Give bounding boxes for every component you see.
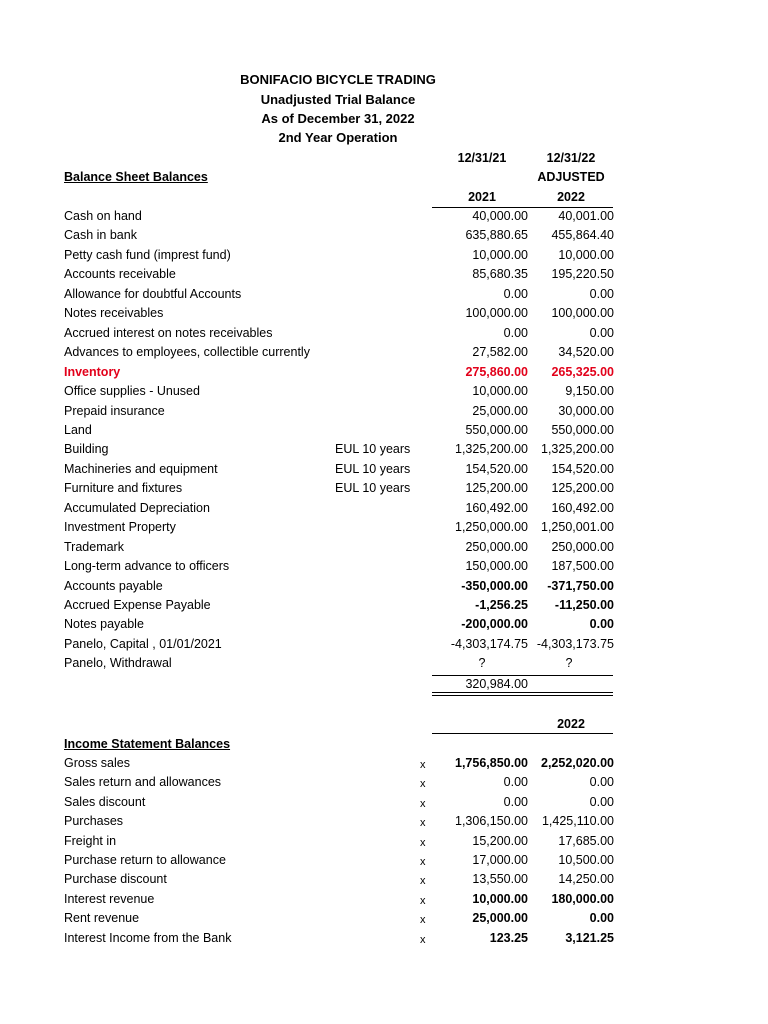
account-label: Sales discount bbox=[64, 795, 146, 809]
account-label: Gross sales bbox=[64, 756, 130, 770]
account-label: Inventory bbox=[64, 365, 121, 379]
amount-2021: 15,200.00 bbox=[472, 834, 528, 848]
amount-2021: 0.00 bbox=[503, 287, 528, 301]
amount-2021: 160,492.00 bbox=[465, 501, 528, 515]
amount-2021: 27,582.00 bbox=[472, 345, 528, 359]
account-label: Petty cash fund (imprest fund) bbox=[64, 248, 231, 262]
amount-2022: 187,500.00 bbox=[551, 559, 614, 573]
amount-2022: 30,000.00 bbox=[558, 404, 614, 418]
operation-year: 2nd Year Operation bbox=[278, 130, 398, 145]
amount-2022: 0.00 bbox=[589, 775, 614, 789]
account-label: Accounts payable bbox=[64, 579, 163, 593]
amount-2021: 1,250,000.00 bbox=[455, 520, 528, 534]
amount-2021: 154,520.00 bbox=[465, 462, 528, 476]
amount-2022: 10,500.00 bbox=[558, 853, 614, 867]
amount-2022: 180,000.00 bbox=[551, 892, 614, 906]
amount-2021: 25,000.00 bbox=[472, 404, 528, 418]
account-label: Panelo, Withdrawal bbox=[64, 656, 172, 670]
account-label: Notes receivables bbox=[64, 306, 164, 320]
useful-life-note: EUL 10 years bbox=[335, 481, 411, 495]
amount-2022: 154,520.00 bbox=[551, 462, 614, 476]
account-label: Accumulated Depreciation bbox=[64, 501, 210, 515]
is-col2-year: 2022 bbox=[557, 717, 585, 731]
row-mark: x bbox=[420, 914, 426, 926]
amount-2021: 85,680.35 bbox=[472, 267, 528, 281]
amount-2022: 0.00 bbox=[589, 911, 614, 925]
report-title: Unadjusted Trial Balance bbox=[260, 92, 416, 107]
col1-date: 12/31/21 bbox=[457, 151, 507, 165]
amount-2021: 10,000.00 bbox=[472, 248, 528, 262]
amount-2021: ? bbox=[478, 656, 486, 670]
amount-2022: -371,750.00 bbox=[547, 579, 614, 593]
account-label: Rent revenue bbox=[64, 911, 140, 925]
amount-2021: 25,000.00 bbox=[472, 911, 528, 925]
account-label: Land bbox=[64, 423, 92, 437]
row-mark: x bbox=[420, 856, 426, 868]
total-double-rule bbox=[432, 692, 613, 696]
account-label: Sales return and allowances bbox=[64, 775, 222, 789]
amount-2021: 1,325,200.00 bbox=[455, 442, 528, 456]
row-mark: x bbox=[420, 817, 426, 829]
amount-2021: 635,880.65 bbox=[465, 228, 528, 242]
row-mark: x bbox=[420, 934, 426, 946]
amount-2021: 17,000.00 bbox=[472, 853, 528, 867]
account-label: Freight in bbox=[64, 834, 117, 848]
account-label: Interest revenue bbox=[64, 892, 155, 906]
amount-2021: 550,000.00 bbox=[465, 423, 528, 437]
amount-2021: 1,306,150.00 bbox=[455, 814, 528, 828]
amount-2021: 0.00 bbox=[503, 795, 528, 809]
account-label: Accrued interest on notes receivables bbox=[64, 326, 273, 340]
row-mark: x bbox=[420, 778, 426, 790]
account-label: Accrued Expense Payable bbox=[64, 598, 211, 612]
income-statement-title: Income Statement Balances bbox=[64, 737, 231, 751]
amount-2021: 100,000.00 bbox=[465, 306, 528, 320]
account-label: Building bbox=[64, 442, 109, 456]
amount-2022: 14,250.00 bbox=[558, 872, 614, 886]
account-label: Office supplies - Unused bbox=[64, 384, 200, 398]
amount-2021: 250,000.00 bbox=[465, 540, 528, 554]
amount-2022: 100,000.00 bbox=[551, 306, 614, 320]
account-label: Cash in bank bbox=[64, 228, 137, 242]
amount-2022: 1,250,001.00 bbox=[541, 520, 614, 534]
account-label: Trademark bbox=[64, 540, 124, 554]
account-label: Notes payable bbox=[64, 617, 144, 631]
account-label: Prepaid insurance bbox=[64, 404, 165, 418]
company-name: BONIFACIO BICYCLE TRADING bbox=[240, 72, 436, 87]
row-mark: x bbox=[420, 837, 426, 849]
amount-2022: 195,220.50 bbox=[551, 267, 614, 281]
useful-life-note: EUL 10 years bbox=[335, 442, 411, 456]
amount-2021: 10,000.00 bbox=[472, 892, 528, 906]
row-mark: x bbox=[420, 875, 426, 887]
is-header-underline bbox=[432, 733, 613, 734]
amount-2022: 0.00 bbox=[589, 795, 614, 809]
amount-2021: 13,550.00 bbox=[472, 872, 528, 886]
amount-2022: 265,325.00 bbox=[551, 365, 614, 379]
account-label: Cash on hand bbox=[64, 209, 142, 223]
amount-2021: -4,303,174.75 bbox=[450, 637, 528, 651]
bs-total-2021: 320,984.00 bbox=[465, 677, 528, 691]
account-label: Advances to employees, collectible currently bbox=[64, 345, 310, 359]
amount-2021: 1,756,850.00 bbox=[455, 756, 528, 770]
amount-2022: 34,520.00 bbox=[558, 345, 614, 359]
account-label: Long-term advance to officers bbox=[64, 559, 230, 573]
amount-2022: 3,121.25 bbox=[565, 931, 614, 945]
amount-2022: 160,492.00 bbox=[551, 501, 614, 515]
amount-2022: 1,425,110.00 bbox=[541, 814, 614, 828]
amount-2021: 150,000.00 bbox=[465, 559, 528, 573]
amount-2021: 0.00 bbox=[503, 775, 528, 789]
amount-2022: 0.00 bbox=[589, 617, 614, 631]
amount-2022: -11,250.00 bbox=[554, 598, 614, 612]
account-label: Investment Property bbox=[64, 520, 176, 534]
account-label: Purchase discount bbox=[64, 872, 167, 886]
row-mark: x bbox=[420, 798, 426, 810]
col1-year: 2021 bbox=[468, 190, 496, 204]
amount-2021: 10,000.00 bbox=[472, 384, 528, 398]
amount-2022: ? bbox=[565, 656, 573, 670]
row-mark: x bbox=[420, 895, 426, 907]
amount-2022: 10,000.00 bbox=[558, 248, 614, 262]
amount-2022: 17,685.00 bbox=[558, 834, 614, 848]
amount-2021: 123.25 bbox=[489, 931, 528, 945]
amount-2022: 0.00 bbox=[589, 287, 614, 301]
amount-2022: 250,000.00 bbox=[551, 540, 614, 554]
account-label: Furniture and fixtures bbox=[64, 481, 183, 495]
amount-2021: 275,860.00 bbox=[465, 365, 528, 379]
amount-2022: 0.00 bbox=[589, 326, 614, 340]
amount-2022: 550,000.00 bbox=[551, 423, 614, 437]
useful-life-note: EUL 10 years bbox=[335, 462, 411, 476]
col2-date: 12/31/22 bbox=[546, 151, 596, 165]
amount-2021: -1,256.25 bbox=[475, 598, 528, 612]
amount-2022: -4,303,173.75 bbox=[536, 637, 614, 651]
amount-2021: -350,000.00 bbox=[461, 579, 528, 593]
account-label: Panelo, Capital , 01/01/2021 bbox=[64, 637, 222, 651]
amount-2022: 125,200.00 bbox=[551, 481, 614, 495]
account-label: Interest Income from the Bank bbox=[64, 931, 232, 945]
account-label: Machineries and equipment bbox=[64, 462, 218, 476]
amount-2022: 1,325,200.00 bbox=[541, 442, 614, 456]
col2-year: 2022 bbox=[557, 190, 585, 204]
amount-2022: 40,001.00 bbox=[558, 209, 614, 223]
amount-2021: 0.00 bbox=[503, 326, 528, 340]
amount-2022: 455,864.40 bbox=[551, 228, 614, 242]
report-date: As of December 31, 2022 bbox=[261, 111, 415, 126]
amount-2021: 125,200.00 bbox=[465, 481, 528, 495]
balance-sheet-title: Balance Sheet Balances bbox=[64, 170, 208, 184]
account-label: Purchases bbox=[64, 814, 124, 828]
amount-2022: 9,150.00 bbox=[565, 384, 614, 398]
row-mark: x bbox=[420, 759, 426, 771]
amount-2022: 2,252,020.00 bbox=[541, 756, 614, 770]
amount-2021: -200,000.00 bbox=[461, 617, 528, 631]
col2-adjusted: ADJUSTED bbox=[537, 170, 605, 184]
account-label: Accounts receivable bbox=[64, 267, 176, 281]
amount-2021: 40,000.00 bbox=[472, 209, 528, 223]
account-label: Allowance for doubtful Accounts bbox=[64, 287, 242, 301]
account-label: Purchase return to allowance bbox=[64, 853, 226, 867]
